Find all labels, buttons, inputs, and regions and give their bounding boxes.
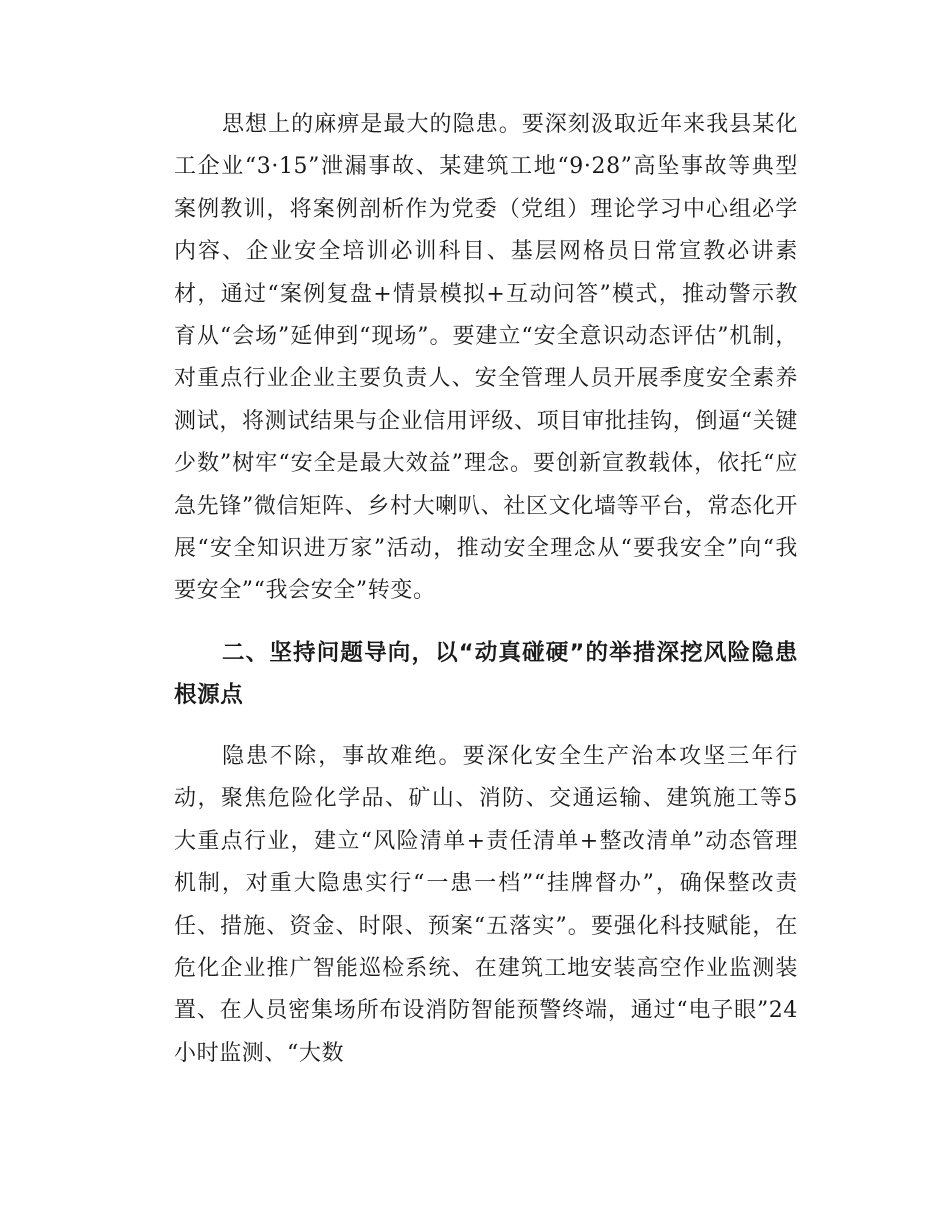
- document-page: [174, 104, 798, 1075]
- body-paragraph-1: 思想上的麻痹是最大的隐患。要深刻汲取近年来我县某化工企业“3·15”泄漏事故、某建筑工地“9·28”高坠事故等典型案例教训，将案例剖析作为党委（党组）理论学习中心组必学内容、企业安全培训必训科目、基层网格员日常宣教必讲素材，通过“案例复盘+情景模拟+互动问答”模式，推动警示教育从“会场”延伸到“现场”。要建立“安全意识动态评估”机制，对重点行业企业主要负责人、安全管理人员开展季度安全素养测试，将测试结果与企业信用评级、项目审批挂钩，倒逼“关键少数”树牢“安全是最大效益”理念。要创新宣教载体，依托“应急先锋”微信矩阵、乡村大喇叭、社区文化墙等平台，常态化开展“安全知识进万家”活动，推动安全理念从“要我安全”向“我要安全”“我会安全”转变。: [174, 112, 798, 604]
- section-heading-2: 二、坚持问题导向，以“动真碰硬”的举措深挖风险隐患根源点: [174, 639, 798, 708]
- body-paragraph-2: 隐患不除，事故难绝。要深化安全生产治本攻坚三年行动，聚焦危险化学品、矿山、消防、交通运输、建筑施工等5大重点行业，建立“风险清单+责任清单+整改清单”动态管理机制，对重大隐患实行“一患一档”“挂牌督办”，确保整改责任、措施、资金、时限、预案“五落实”。要强化科技赋能，在危化企业推广智能巡检系统、在建筑工地安装高空作业监测装置、在人员密集场所布设消防智能预警终端，通过“电子眼”24小时监测、“大数: [174, 743, 798, 1066]
